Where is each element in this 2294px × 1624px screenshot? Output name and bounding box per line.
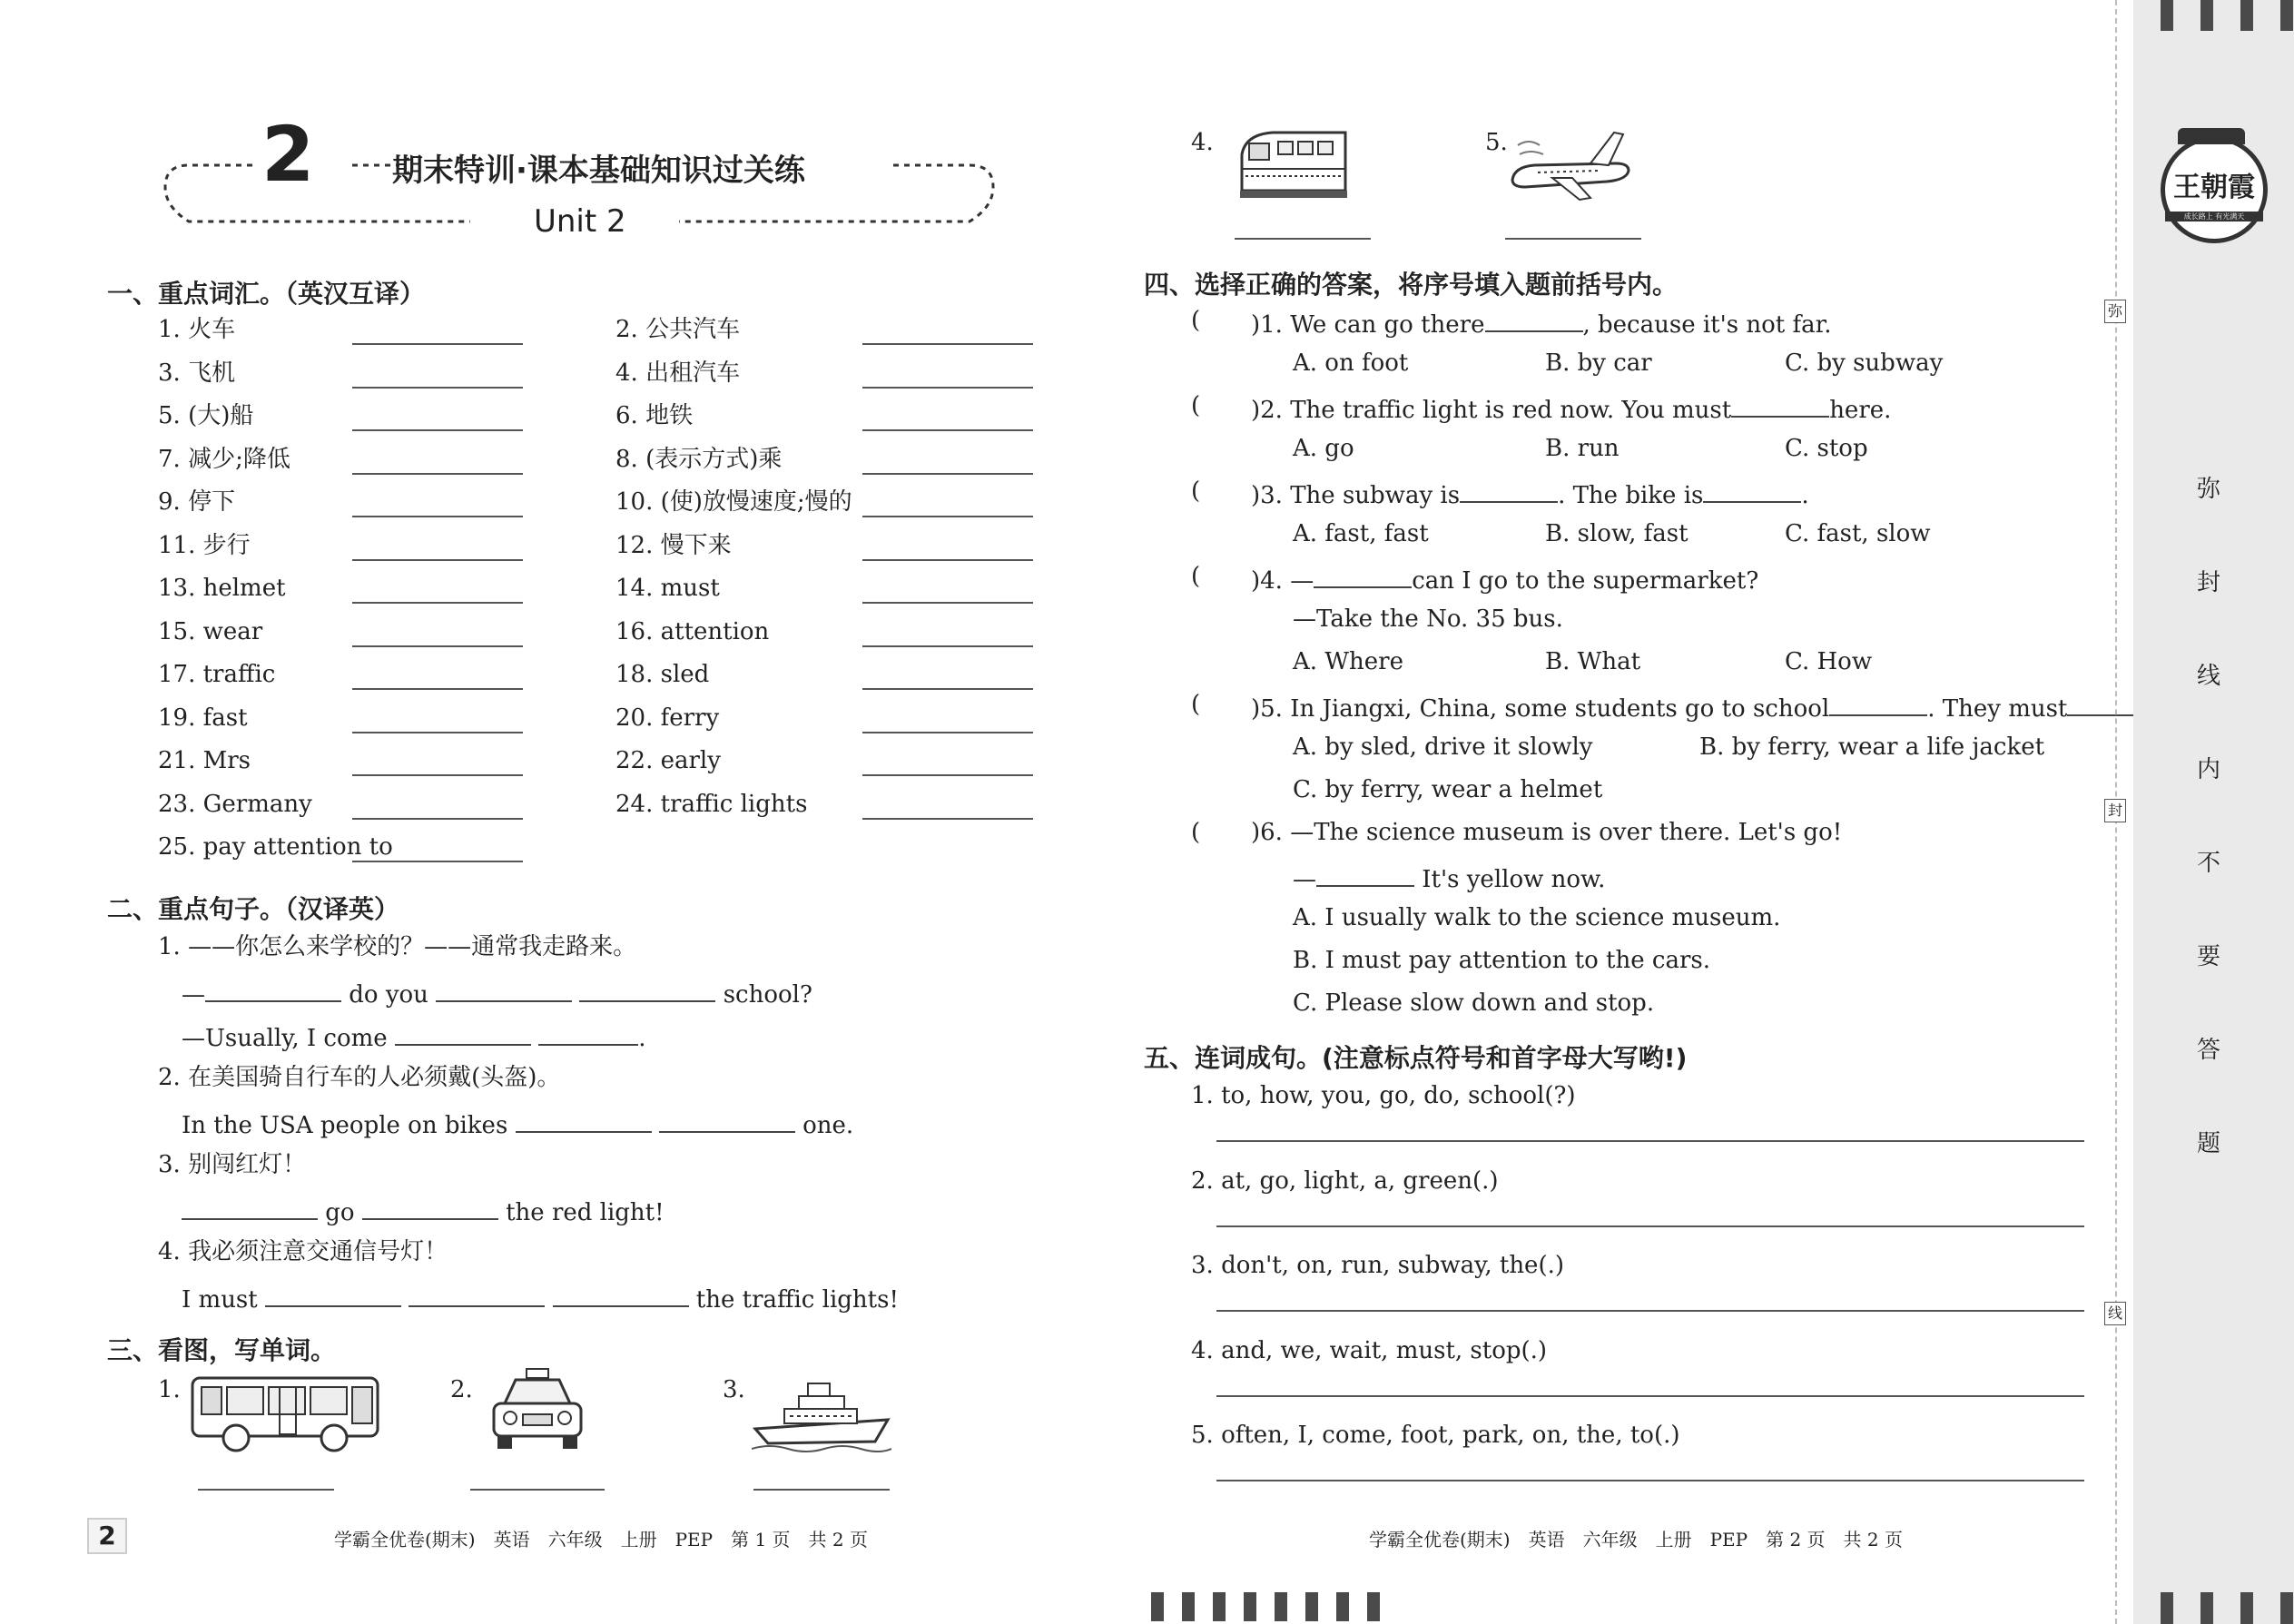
answer-line[interactable] <box>1235 238 1371 240</box>
page-number-box <box>87 1518 127 1554</box>
question-4 <box>1251 563 1758 595</box>
answer-blank[interactable] <box>395 1020 531 1046</box>
vocab-answer-line[interactable] <box>352 688 523 690</box>
vocab-answer-line[interactable] <box>352 732 523 733</box>
logo-name: 王朝霞 <box>2173 172 2255 203</box>
header-number: 2 <box>261 110 315 199</box>
sentence-answer-line[interactable] <box>1216 1480 2084 1481</box>
answer-blank[interactable] <box>182 1195 318 1220</box>
section3-title: 三、看图，写单词。 <box>107 1335 337 1365</box>
scrambled-words: 3. don't, on, run, subway, the(.) <box>1191 1252 1564 1279</box>
answer-line[interactable] <box>198 1489 334 1491</box>
vocab-item: 20. ferry <box>615 704 720 732</box>
option-b[interactable]: B. by car <box>1545 349 1652 377</box>
seal-char: 线 <box>2197 663 2221 690</box>
answer-blank[interactable] <box>409 1282 545 1307</box>
scrambled-words: 5. often, I, come, foot, park, on, the, to(.) <box>1191 1422 1680 1449</box>
sentence-answer-line[interactable] <box>1216 1310 2084 1312</box>
option-a[interactable]: A. I usually walk to the science museum. <box>1293 904 1781 931</box>
fold-mark: 线 <box>2104 1302 2126 1325</box>
vocab-answer-line[interactable] <box>862 473 1033 475</box>
seal-char: 答 <box>2197 1037 2221 1064</box>
option-b[interactable]: B. by ferry, wear a life jacket <box>1699 733 2045 761</box>
vocab-item: 6. 地铁 <box>615 402 694 429</box>
page-title: 期末特训·课本基础知识过关练 <box>392 153 805 189</box>
vocab-item: 5. (大)船 <box>158 402 254 429</box>
answer-line[interactable] <box>1505 238 1641 240</box>
vocab-answer-line[interactable] <box>862 602 1033 604</box>
question-text: . The bike is <box>1558 482 1704 509</box>
footer-right: 学霸全优卷(期末) 英语 六年级 上册 PEP 第 2 页 共 2 页 <box>1369 1529 1903 1550</box>
vocab-item: 25. pay attention to <box>158 833 393 861</box>
section4-title: 四、选择正确的答案，将序号填入题前括号内。 <box>1144 270 1679 300</box>
vocab-answer-line[interactable] <box>352 818 523 820</box>
sentence-text: school? <box>723 981 812 1009</box>
vocab-item: 1. 火车 <box>158 316 236 343</box>
vocab-answer-line[interactable] <box>352 774 523 776</box>
section2-title: 二、重点句子。（汉译英） <box>107 894 400 924</box>
mark <box>1305 1592 1318 1621</box>
picture-number: 2. <box>450 1376 473 1403</box>
sentence-text: In the USA people on bikes <box>182 1112 508 1139</box>
question-text: can I go to the supermarket? <box>1412 567 1759 595</box>
sentence2-chinese: 2. 在美国骑自行车的人必须戴(头盔)。 <box>158 1064 561 1091</box>
vocab-item: 7. 减少;降低 <box>158 445 290 473</box>
answer-bracket[interactable]: ( <box>1191 307 1201 334</box>
option-c[interactable]: C. by subway <box>1785 349 1944 377</box>
vocab-answer-line[interactable] <box>352 473 523 475</box>
seal-char: 题 <box>2197 1130 2221 1157</box>
answer-blank[interactable] <box>659 1107 795 1133</box>
option-a[interactable]: A. on foot <box>1293 349 1409 377</box>
question-3 <box>1251 477 1809 510</box>
vocab-item: 12. 慢下来 <box>615 531 732 559</box>
sentence-answer-line[interactable] <box>1216 1395 2084 1397</box>
vocab-answer-line[interactable] <box>862 343 1033 345</box>
picture-number: 3. <box>723 1376 745 1403</box>
vocab-answer-line[interactable] <box>352 645 523 647</box>
sentence1-line2 <box>182 1020 645 1053</box>
vocab-answer-line[interactable] <box>352 343 523 345</box>
fold-mark: 弥 <box>2104 300 2126 323</box>
vocab-item: 9. 停下 <box>158 488 236 516</box>
vocab-item: 3. 飞机 <box>158 359 236 387</box>
section1-title: 一、重点词汇。（英汉互译） <box>107 279 426 309</box>
mark <box>1182 1592 1195 1621</box>
option-b[interactable]: B. What <box>1545 648 1641 675</box>
sentence4-english <box>182 1282 899 1314</box>
question-text: , because it's not far. <box>1582 311 1832 339</box>
mark <box>2280 1592 2293 1624</box>
seal-char: 要 <box>2197 943 2221 970</box>
option-a[interactable]: A. by sled, drive it slowly <box>1293 733 1593 761</box>
vocab-item: 11. 步行 <box>158 531 251 559</box>
bus-icon <box>189 1373 383 1460</box>
unit-title: Unit 2 <box>534 203 626 240</box>
vocab-item: 23. Germany <box>158 790 312 818</box>
scrambled-words: 2. at, go, light, a, green(.) <box>1191 1166 1499 1195</box>
brand-logo <box>2161 136 2268 243</box>
answer-blank[interactable] <box>516 1107 652 1133</box>
plane-icon <box>1507 127 1632 209</box>
seal-char: 封 <box>2197 569 2221 596</box>
mark <box>1336 1592 1349 1621</box>
sentence-text: the red light! <box>506 1199 665 1226</box>
vocab-answer-line[interactable] <box>862 516 1033 517</box>
question-text: )1. We can go there <box>1251 311 1485 339</box>
answer-blank[interactable] <box>205 977 341 1002</box>
train-icon <box>1236 127 1351 207</box>
page-number: 2 <box>98 1521 116 1550</box>
picture-number: 1. <box>158 1376 181 1403</box>
question-text: )4. — <box>1251 567 1314 595</box>
mark <box>1151 1592 1164 1621</box>
question-2 <box>1251 392 1891 425</box>
vocab-answer-line[interactable] <box>862 774 1033 776</box>
sentence3-english <box>182 1195 665 1227</box>
vocab-item: 15. wear <box>158 617 263 645</box>
mark <box>2240 1592 2253 1624</box>
vocab-item: 13. helmet <box>158 575 286 602</box>
answer-blank[interactable] <box>1485 307 1583 332</box>
vocab-item: 19. fast <box>158 704 248 732</box>
question-text: )2. The traffic light is red now. You must <box>1251 397 1732 424</box>
section5-title: 五、连词成句。(注意标点符号和首字母大写哟!) <box>1144 1043 1688 1073</box>
vocab-item: 24. traffic lights <box>615 790 808 818</box>
vocab-answer-line[interactable] <box>862 429 1033 431</box>
vocab-answer-line[interactable] <box>352 559 523 561</box>
vocab-answer-line[interactable] <box>862 688 1033 690</box>
sentence-text: . <box>638 1025 646 1052</box>
question-5 <box>1251 691 2173 723</box>
seal-char: 不 <box>2197 850 2221 877</box>
taxi-icon <box>487 1367 588 1458</box>
answer-bracket[interactable]: ( <box>1191 691 1201 718</box>
question-4-reply: —Take the No. 35 bus. <box>1293 605 1563 633</box>
vocab-answer-line[interactable] <box>862 645 1033 647</box>
option-c[interactable]: C. fast, slow <box>1785 520 1931 547</box>
fold-mark: 封 <box>2104 799 2126 822</box>
ship-icon <box>752 1376 891 1456</box>
question-text: )6. —The science museum is over there. Let's go! <box>1251 819 1843 846</box>
answer-blank[interactable] <box>1703 477 1801 503</box>
answer-blank[interactable] <box>436 977 572 1002</box>
sentence-answer-line[interactable] <box>1216 1140 2084 1142</box>
seal-char: 内 <box>2197 756 2221 783</box>
question-text: . They must <box>1927 695 2068 723</box>
answer-blank[interactable] <box>553 1282 689 1307</box>
answer-blank[interactable] <box>1731 392 1829 418</box>
vocab-item: 14. must <box>615 575 720 602</box>
sentence-text: the traffic lights! <box>695 1286 899 1314</box>
sentence-text: I must <box>182 1286 258 1314</box>
binding-margin <box>2133 0 2294 1624</box>
question-text: here. <box>1829 397 1892 424</box>
option-a[interactable]: A. go <box>1293 435 1354 462</box>
option-a[interactable]: A. fast, fast <box>1293 520 1429 547</box>
vocab-answer-line[interactable] <box>862 387 1033 389</box>
answer-line[interactable] <box>470 1489 605 1491</box>
option-a[interactable]: A. Where <box>1293 648 1403 675</box>
sentence3-chinese: 3. 别闯红灯！ <box>158 1151 307 1178</box>
mark <box>2280 0 2293 31</box>
vocab-answer-line[interactable] <box>352 861 523 862</box>
vocab-answer-line[interactable] <box>352 387 523 389</box>
answer-blank[interactable] <box>1314 563 1412 588</box>
mark <box>2240 0 2253 31</box>
logo-slogan: 成长路上 有光满天 <box>2165 212 2263 221</box>
picture-number: 5. <box>1485 129 1508 156</box>
vocab-item: 17. traffic <box>158 661 276 688</box>
mark <box>2200 1592 2213 1624</box>
vocab-answer-line[interactable] <box>862 559 1033 561</box>
question-6-reply <box>1293 861 1605 894</box>
vocab-item: 16. attention <box>615 617 770 645</box>
vocab-item: 18. sled <box>615 661 710 688</box>
question-1 <box>1251 307 1831 340</box>
footer-left: 学霸全优卷(期末) 英语 六年级 上册 PEP 第 1 页 共 2 页 <box>334 1529 868 1550</box>
vocab-item: 10. (使)放慢速度;慢的 <box>615 488 852 516</box>
mark <box>1244 1592 1256 1621</box>
vocab-answer-line[interactable] <box>352 602 523 604</box>
answer-blank[interactable] <box>579 977 715 1002</box>
sentence-text: one. <box>802 1112 854 1139</box>
option-b[interactable]: B. I must pay attention to the cars. <box>1293 947 1710 974</box>
option-c[interactable]: C. by ferry, wear a helmet <box>1293 776 1603 803</box>
mark <box>1275 1592 1287 1621</box>
answer-line[interactable] <box>753 1489 890 1491</box>
vocab-item: 4. 出租汽车 <box>615 359 741 387</box>
question-text: )3. The subway is <box>1251 482 1461 509</box>
answer-bracket[interactable]: ( <box>1191 819 1201 846</box>
vocab-item: 2. 公共汽车 <box>615 316 741 343</box>
option-b[interactable]: B. slow, fast <box>1545 520 1689 547</box>
scrambled-words: 4. and, we, wait, must, stop(.) <box>1191 1336 1548 1364</box>
mark <box>2161 1592 2173 1624</box>
vocab-answer-line[interactable] <box>862 818 1033 820</box>
mark <box>1367 1592 1380 1621</box>
vocab-answer-line[interactable] <box>352 516 523 517</box>
sentence-text: —Usually, I come <box>182 1025 388 1052</box>
sentence-text: do you <box>349 981 428 1009</box>
dash: — <box>182 981 205 1009</box>
sentence-text: go <box>325 1199 355 1226</box>
answer-blank[interactable] <box>1829 691 1927 716</box>
picture-number: 4. <box>1191 129 1214 156</box>
mark <box>1213 1592 1226 1621</box>
vocab-answer-line[interactable] <box>862 732 1033 733</box>
question-text: — <box>1293 866 1316 893</box>
sentence4-chinese: 4. 我必须注意交通信号灯！ <box>158 1238 448 1265</box>
sentence-answer-line[interactable] <box>1216 1225 2084 1227</box>
option-c[interactable]: C. Please slow down and stop. <box>1293 989 1655 1017</box>
scrambled-words: 1. to, how, you, go, do, school(?) <box>1191 1082 1576 1109</box>
answer-blank[interactable] <box>265 1282 401 1307</box>
question-6 <box>1251 819 1842 847</box>
answer-blank[interactable] <box>1460 477 1558 503</box>
answer-bracket[interactable]: ( <box>1191 563 1201 590</box>
seal-char: 弥 <box>2197 476 2221 503</box>
option-c[interactable]: C. stop <box>1785 435 1868 462</box>
sentence1-chinese: 1. ——你怎么来学校的？——通常我走路来。 <box>158 933 637 960</box>
answer-blank[interactable] <box>1316 861 1414 887</box>
question-text: )5. In Jiangxi, China, some students go to school <box>1251 695 1830 723</box>
vocab-item: 21. Mrs <box>158 747 251 774</box>
mark <box>2161 0 2173 31</box>
answer-blank[interactable] <box>362 1195 498 1220</box>
sentence2-english <box>182 1107 853 1140</box>
vocab-answer-line[interactable] <box>352 429 523 431</box>
mark <box>2200 0 2213 31</box>
vocab-item: 22. early <box>615 747 721 774</box>
option-b[interactable]: B. run <box>1545 435 1620 462</box>
answer-bracket[interactable]: ( <box>1191 477 1201 505</box>
question-text: . <box>1801 482 1809 509</box>
answer-blank[interactable] <box>538 1020 638 1046</box>
question-text: It's yellow now. <box>1422 866 1606 893</box>
logo-crown-icon <box>2178 128 2245 144</box>
option-c[interactable]: C. How <box>1785 648 1873 675</box>
sentence1-line1 <box>182 977 812 1009</box>
vocab-item: 8. (表示方式)乘 <box>615 445 783 473</box>
answer-bracket[interactable]: ( <box>1191 392 1201 419</box>
